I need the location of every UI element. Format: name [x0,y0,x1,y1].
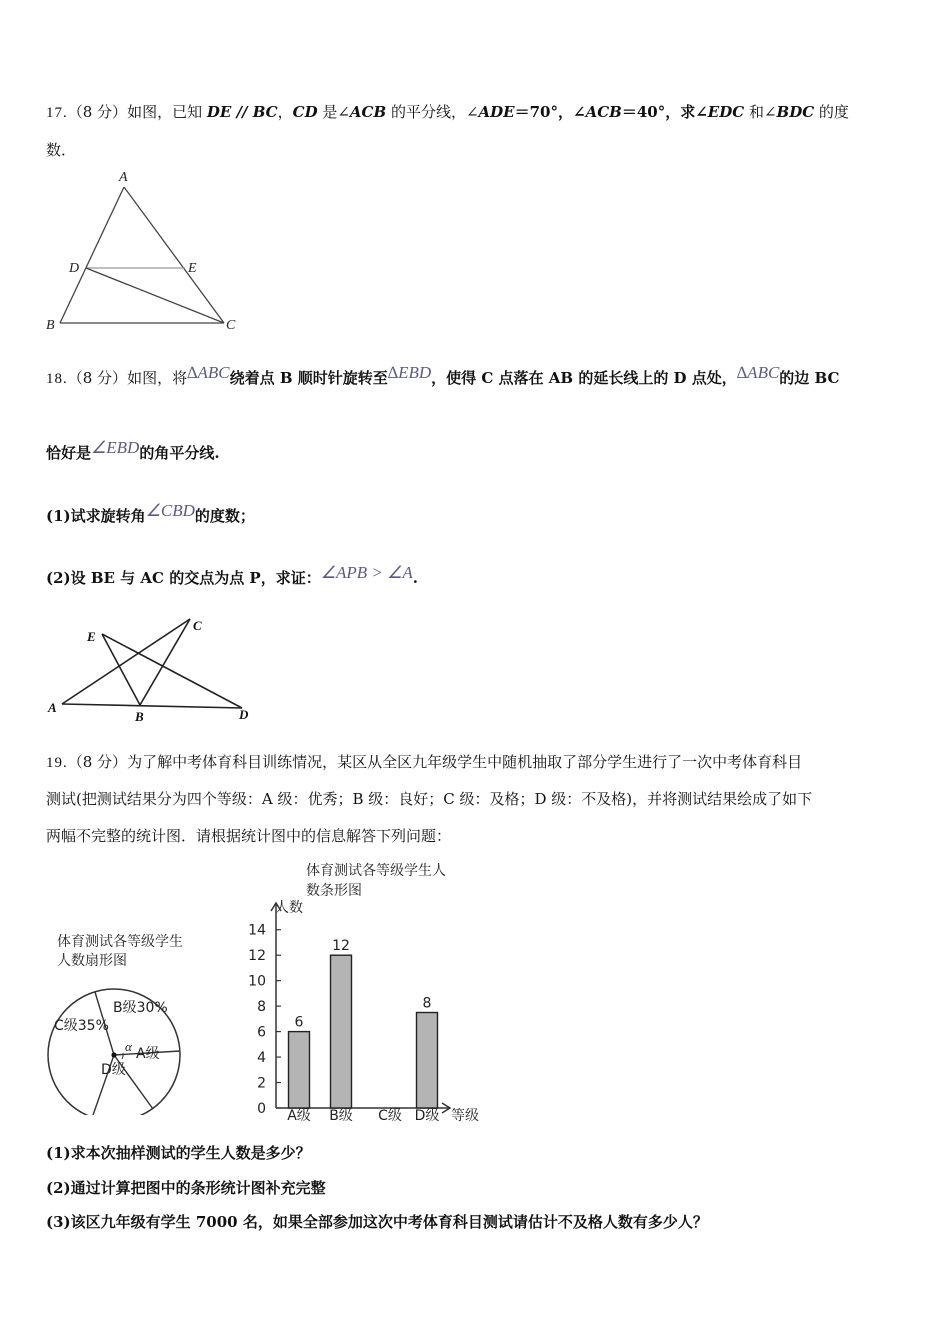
q17-line2 [46,140,76,160]
q17-triangle-figure [40,165,250,335]
q17-score: （8 分） [67,103,128,121]
q17-text-b: ， [277,103,293,121]
bar-data-labels [295,938,432,1030]
bar-title-line2: 数条形图 [306,883,362,899]
q18-text-l2a: 恰好是 [46,444,92,462]
bar-y-tick-label: 8 [257,999,266,1016]
q18-part1-text-b: 的度数； [194,507,255,525]
pie-alpha-label: α [125,1039,132,1054]
q17-text-f: ＝40°，求∠ [621,103,708,121]
q18-label-d: D [239,707,249,722]
pie-label-a: A级 [136,1046,160,1062]
bar-y-tick-label: 0 [257,1101,266,1117]
bar-y-axis-label: 人数 [275,900,303,916]
q17-acb: ACB [349,103,387,121]
bar-y-tick-label: 6 [257,1024,266,1041]
q17-text-e: ＝70°，∠ [514,103,586,121]
pie-title-line2: 人数扇形图 [57,953,127,969]
q18-math-abc: ∆ABC [187,363,230,382]
q17-text-c: 是∠ [317,103,350,121]
q17-parallel: // [231,103,253,121]
bar-rect [417,1013,438,1109]
q17-label-e: E [188,261,197,276]
bar-data-label: 12 [332,938,350,955]
q17-number: 17. [46,105,68,121]
q19-text-line1: 为了解中考体育科目训练情况，某区从全区九年级学生中随机抽取了部分学生进行了一次中考体育科目 [127,753,803,771]
pie-label-c: C级35% [54,1018,109,1034]
q18-line1 [46,363,840,389]
bar-rect [289,1032,310,1108]
q19-sub3 [46,1212,708,1232]
q17-acb2: ACB [585,103,622,121]
q19-text-line2: 测试(把测试结果分为四个等级：A 级：优秀；B 级：良好；C 级：及格；D 级：不及格)，并将测试结果绘成了如下 [46,790,813,808]
pie-title-line1: 体育测试各等级学生 [57,934,183,950]
q19-sub2 [46,1178,326,1198]
q17-label-a: A [119,170,128,185]
q17-ade: ADE [478,103,515,121]
q18-math-apb: ∠APB > ∠A [320,563,413,582]
q19-line1 [46,752,802,773]
q18-part1 [46,501,255,526]
q17-text-line2: 数． [46,141,77,159]
bar-y-tick-label: 12 [248,948,266,965]
q17-text-h: 的度 [814,103,849,121]
q17-label-c: C [226,318,236,333]
q18-score: （8 分） [67,369,128,387]
bar-category-label: A级 [287,1108,311,1124]
q18-line2 [46,438,220,463]
pie-label-b: B级30% [113,1000,168,1016]
q18-text-d: 的边 BC [779,369,840,387]
q18-part2-text-b: . [412,569,418,587]
bar-y-tick-label: 10 [248,973,266,990]
q18-part2 [46,563,418,588]
q19-text-line3: 两幅不完整的统计图．请根据统计图中的信息解答下列问题： [46,827,452,845]
q17-bc: BC [252,103,278,121]
q18-math-abc2: ∆ABC [736,363,780,382]
q18-math-ebd-angle: ∠EBD [91,438,140,457]
q18-line-ac [62,619,190,704]
q17-text-g: 和∠ [744,103,777,121]
bar-y-tick-label: 14 [248,922,266,939]
bar-data-label: 6 [294,1014,304,1031]
q18-text-c: ，使得 C 点落在 AB 的延长线上的 D 点处， [431,369,737,387]
q19-sub3-text: (3)该区九年级有学生 7000 名，如果全部参加这次中考体育科目测试请估计不及格人数有多少人？ [46,1213,708,1231]
bar-y-tick-label: 2 [257,1075,266,1092]
q19-number: 19. [46,755,68,771]
q18-part2-text-a: (2)设 BE 与 AC 的交点为点 P，求证： [46,569,321,587]
q18-rotation-figure [40,610,270,730]
q18-text-a: 如图，将 [127,369,188,387]
q17-side-ab [60,187,124,323]
q18-math-ebd: ∆EBD [387,363,432,382]
bar-category-label: C级 [378,1108,402,1124]
pie-label-d: D级 [101,1062,126,1078]
q17-label-b: B [46,318,55,333]
q18-text-b: 绕着点 B 顺时针旋转至 [229,369,388,387]
q19-sub1-text: (1)求本次抽样测试的学生人数是多少？ [46,1144,311,1162]
bar-category-label: B级 [329,1108,353,1124]
bar-category-label: D级 [414,1108,440,1124]
q17-label-d: D [69,261,80,276]
q17-text-d: 的平分线，∠ [386,103,479,121]
q18-label-e: E [87,629,96,644]
q17-de: DE [206,103,232,121]
q17-cd: CD [292,103,318,121]
q19-line3 [46,826,451,846]
bar-y-tick-label: 4 [257,1050,266,1067]
q17-line1 [46,102,849,123]
q18-text-l2b: 的角平分线. [139,444,220,462]
q19-pie-chart [40,925,240,1115]
pie-center-dot [111,1052,116,1057]
q17-edc: EDC [707,103,745,121]
bar-bars [289,955,438,1108]
q18-line-ad [62,704,242,708]
q18-math-cbd: ∠CBD [145,501,195,520]
q18-line-bc [140,619,190,705]
q18-part1-text-a: (1)试求旋转角 [46,507,146,525]
q19-sub2-text: (2)通过计算把图中的条形统计图补充完整 [46,1179,326,1197]
q18-label-c: C [193,618,202,633]
q19-sub1 [46,1143,311,1163]
q19-score: （8 分） [67,753,128,771]
q18-label-b: B [135,709,144,724]
bar-rect [331,955,352,1108]
q17-text-a: 如图，已知 [127,103,207,121]
q19-bar-chart [240,855,500,1130]
q17-bdc: BDC [776,103,815,121]
q18-number: 18. [46,371,68,387]
q18-line-ed [102,634,242,708]
q19-line2 [46,789,812,809]
bar-title-line1: 体育测试各等级学生人 [306,863,446,879]
bar-data-label: 8 [422,995,432,1012]
bar-x-axis-label: 等级 [451,1108,479,1124]
bar-x-categories [287,1108,439,1124]
q18-label-a: A [48,700,57,715]
